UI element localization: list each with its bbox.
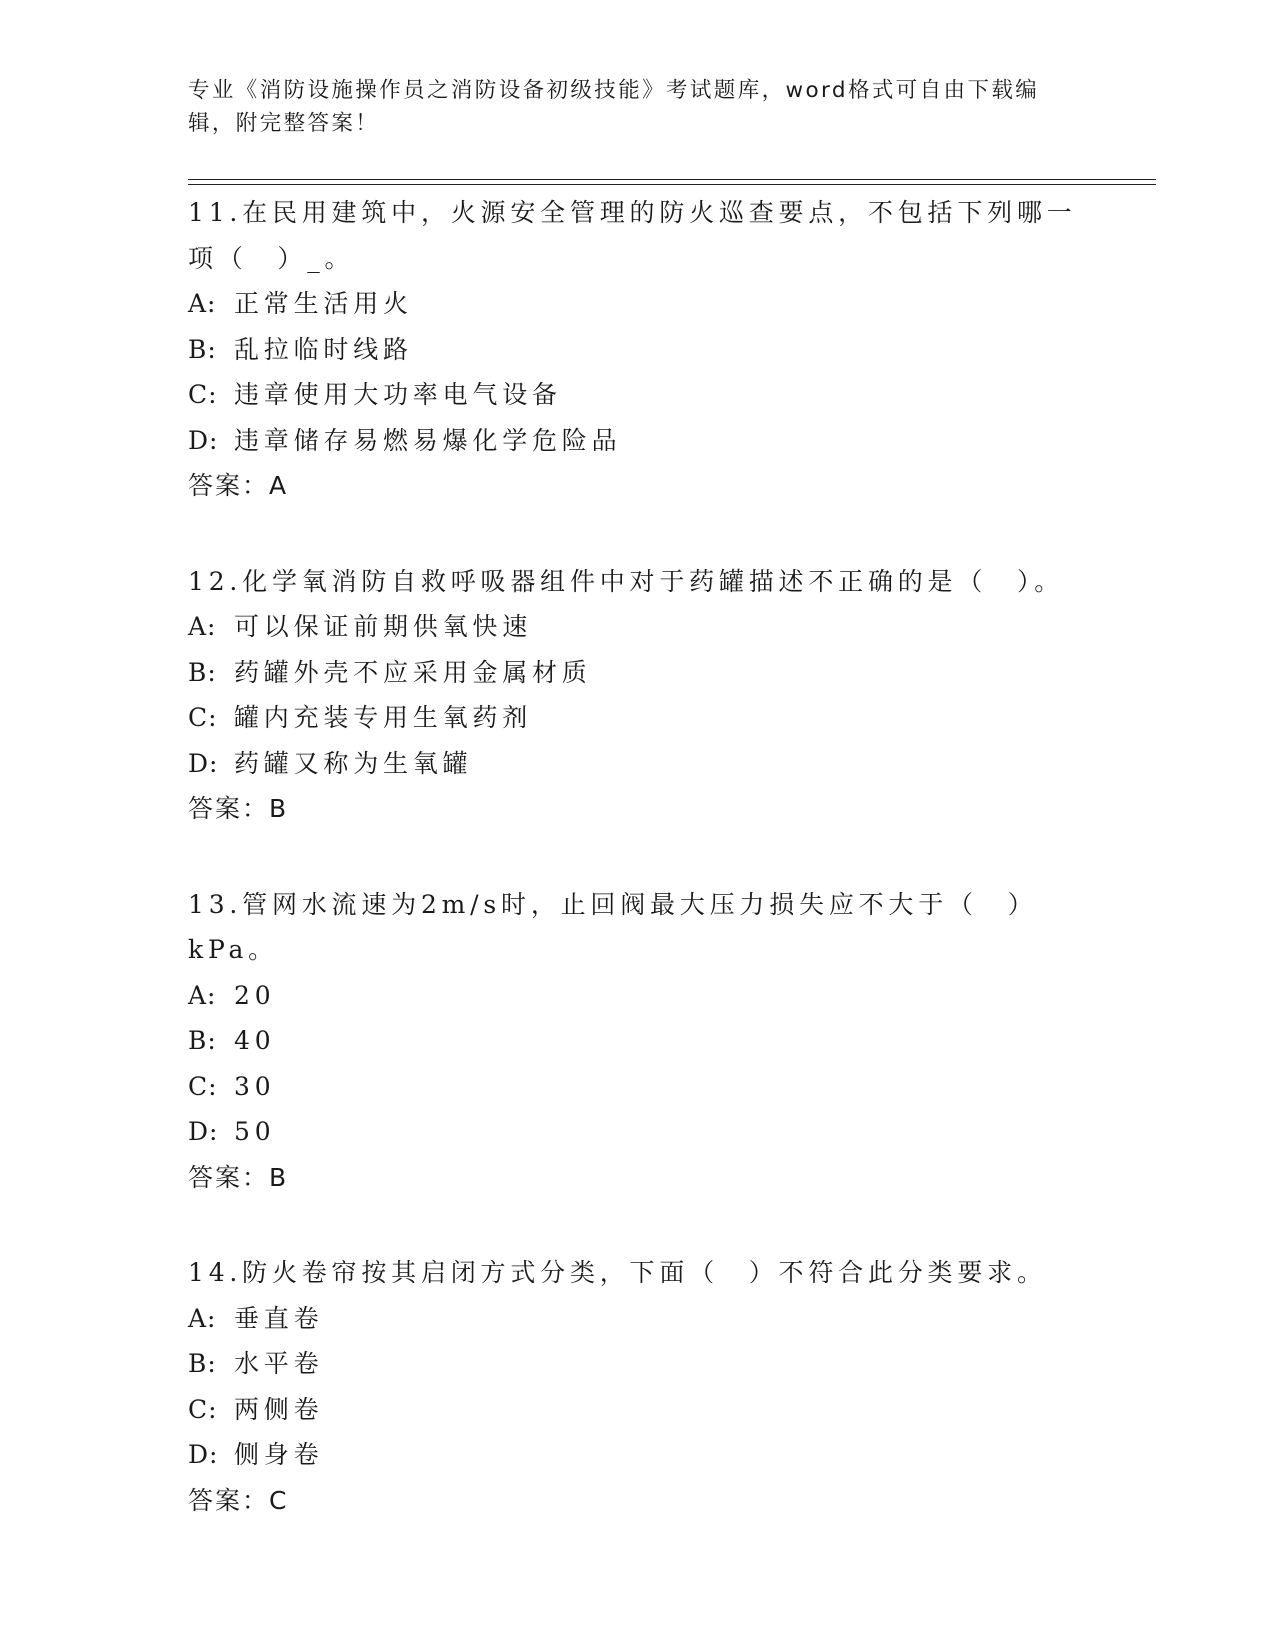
option-d bbox=[188, 1109, 1088, 1155]
question-list bbox=[188, 190, 1088, 1523]
option-d bbox=[188, 418, 1088, 464]
page-header-text: 专业《消防设施操作员之消防设备初级技能》考试题库，word格式可自由下载编辑，附完整答案！ bbox=[188, 78, 1040, 136]
question-stem: 12.化学氧消防自救呼吸器组件中对于药罐描述不正确的是（ ）。 bbox=[188, 566, 1065, 596]
option-label: B: bbox=[188, 1026, 217, 1055]
answer-line: 答案：C bbox=[188, 1485, 289, 1515]
answer-line: 答案：B bbox=[188, 1162, 289, 1192]
option-c bbox=[188, 372, 1088, 418]
option-text: 药罐外壳不应采用金属材质 bbox=[234, 657, 592, 687]
option-label: A: bbox=[188, 289, 217, 318]
option-b bbox=[188, 1018, 1088, 1064]
option-label: D: bbox=[188, 425, 219, 455]
option-label: A: bbox=[188, 980, 217, 1010]
option-label: A: bbox=[188, 1303, 217, 1333]
option-text: 违章使用大功率电气设备 bbox=[234, 380, 562, 409]
option-text: 20 bbox=[234, 980, 276, 1010]
option-text: 两侧卷 bbox=[234, 1394, 324, 1424]
option-label: B: bbox=[188, 657, 217, 687]
option-text: 药罐又称为生氧罐 bbox=[234, 748, 473, 778]
option-label: C: bbox=[188, 380, 218, 409]
option-text: 乱拉临时线路 bbox=[234, 334, 413, 364]
option-text: 30 bbox=[234, 1071, 276, 1101]
answer-line: 答案：A bbox=[188, 471, 289, 500]
option-label: C: bbox=[188, 1071, 218, 1101]
option-b bbox=[188, 1341, 1088, 1387]
question-12 bbox=[188, 559, 1088, 832]
option-label: C: bbox=[188, 1394, 218, 1424]
question-stem: 11.在民用建筑中，火源安全管理的防火巡查要点，不包括下列哪一项（ ）_。 bbox=[188, 198, 1077, 273]
option-text: 罐内充装专用生氧药剂 bbox=[234, 703, 533, 732]
question-stem: 13.管网水流速为2m/s时，止回阀最大压力损失应不大于（ ）kPa。 bbox=[188, 889, 1038, 964]
option-c bbox=[188, 1064, 1088, 1110]
option-text: 50 bbox=[234, 1117, 276, 1146]
option-c bbox=[188, 695, 1088, 741]
option-a bbox=[188, 973, 1088, 1019]
option-label: D: bbox=[188, 1117, 219, 1146]
option-text: 水平卷 bbox=[234, 1349, 324, 1378]
question-11 bbox=[188, 190, 1088, 509]
option-c bbox=[188, 1387, 1088, 1433]
question-stem: 14.防火卷帘按其启闭方式分类，下面（ ）不符合此分类要求。 bbox=[188, 1258, 1047, 1287]
option-b bbox=[188, 650, 1088, 696]
option-d bbox=[188, 1432, 1088, 1478]
answer-line: 答案：B bbox=[188, 794, 289, 823]
option-b bbox=[188, 327, 1088, 373]
question-14 bbox=[188, 1250, 1088, 1523]
option-text: 正常生活用火 bbox=[234, 289, 413, 318]
option-a bbox=[188, 1296, 1088, 1342]
question-13 bbox=[188, 882, 1088, 1201]
option-text: 违章储存易燃易爆化学危险品 bbox=[234, 425, 622, 455]
option-text: 可以保证前期供氧快速 bbox=[234, 612, 533, 641]
option-label: B: bbox=[188, 334, 217, 364]
option-d bbox=[188, 741, 1088, 787]
header-divider-top bbox=[188, 179, 1156, 180]
option-text: 40 bbox=[234, 1026, 276, 1055]
option-text: 侧身卷 bbox=[234, 1440, 324, 1469]
option-label: B: bbox=[188, 1349, 217, 1378]
option-a bbox=[188, 281, 1088, 327]
option-label: D: bbox=[188, 748, 219, 778]
option-a bbox=[188, 604, 1088, 650]
option-label: D: bbox=[188, 1440, 219, 1469]
header-divider-bottom bbox=[188, 184, 1156, 185]
option-label: A: bbox=[188, 612, 217, 641]
option-text: 垂直卷 bbox=[234, 1303, 324, 1333]
option-label: C: bbox=[188, 703, 218, 732]
